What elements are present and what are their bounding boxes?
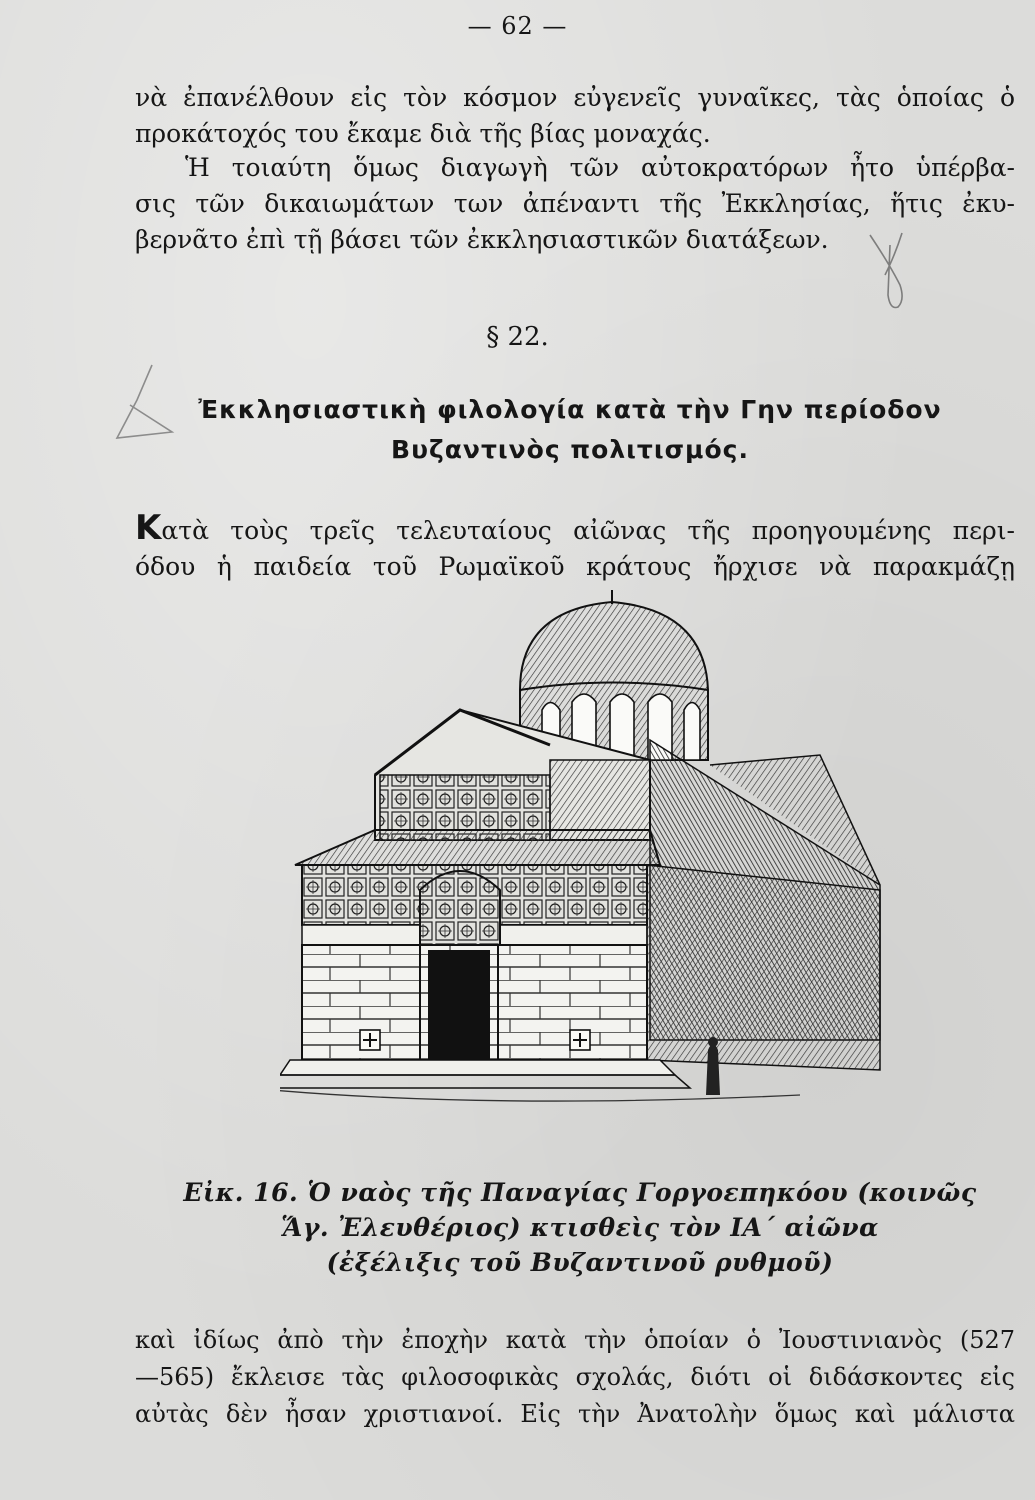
paragraph-4	[135, 1322, 1015, 1433]
paragraph-3	[135, 510, 1015, 585]
paragraph-2-line-1: Ἡ τοιαύτη ὅμως διαγωγὴ τῶν αὐτοκρατόρων ἦτο ὑπέρβα-	[185, 153, 1015, 182]
caption-line-1: Εἰκ. 16. Ὁ ναὸς τῆς Παναγίας Γοργοεπηκόου (κοινῶς	[183, 1178, 977, 1207]
paragraph-4-line-1: καὶ ἰδίως ἀπὸ τὴν ἐποχὴν κατὰ τὴν ὁποίαν ὁ Ἰουστινιανὸς (527	[135, 1326, 1015, 1354]
paragraph-1-line-1: νὰ ἐπανέλθουν εἰς τὸν κόσμον εὐγενεῖς γυναῖκες, τὰς ὁποίας ὁ	[135, 83, 1015, 112]
paragraph-3-line-2: όδου ἡ παιδεία τοῦ Ρωμαϊκοῦ κράτους ἤρχισε νὰ παρακμάζῃ	[135, 552, 1015, 581]
caption-line-3: (ἐξέλιξις τοῦ Βυζαντινοῦ ρυθμοῦ)	[326, 1248, 834, 1277]
figure-caption	[150, 1175, 1010, 1280]
caption-line-2: Ἅγ. Ἐλευθέριος) κτισθεὶς τὸν ΙΑ΄ αἰῶνα	[281, 1213, 879, 1242]
paragraph-2	[135, 150, 1015, 258]
section-heading-line-1: Ἐκκλησιαστικὴ φιλολογία κατὰ τὴν Γην περίοδον	[198, 395, 942, 424]
paragraph-2-line-2: σις τῶν δικαιωμάτων των ἀπέναντι τῆς Ἐκκλησίας, ἥτις ἐκυ-	[135, 189, 1015, 218]
church-illustration	[280, 590, 890, 1120]
section-heading-line-2: Βυζαντινὸς πολιτισμός.	[391, 435, 749, 464]
paragraph-4-line-2: —565) ἔκλεισε τὰς φιλοσοφικὰς σχολάς, διότι οἱ διδάσκοντες εἰς	[135, 1363, 1015, 1391]
dropcap: Κ	[135, 508, 162, 548]
paragraph-2-line-3: βερνᾶτο ἐπὶ τῇ βάσει τῶν ἐκκλησιαστικῶν διατάξεων.	[135, 225, 829, 254]
paragraph-1	[135, 80, 1015, 152]
paragraph-4-line-3: αὐτὰς δὲν ἦσαν χριστιανοί. Εἰς τὴν Ἀνατολὴν ὅμως καὶ μάλιστα	[135, 1400, 1015, 1428]
paragraph-3-line-1	[135, 510, 1015, 549]
paragraph-3-line-1-text: ατὰ τοὺς τρεῖς τελευταίους αἰῶνας τῆς προηγουμένης περι-	[161, 516, 1015, 545]
church-engraving-icon	[280, 590, 890, 1120]
section-heading	[150, 390, 990, 470]
paragraph-1-line-2: προκάτοχός του ἔκαμε διὰ τῆς βίας μοναχάς.	[135, 119, 711, 148]
page-number: — 62 —	[467, 12, 568, 40]
section-mark: § 22.	[486, 322, 549, 352]
